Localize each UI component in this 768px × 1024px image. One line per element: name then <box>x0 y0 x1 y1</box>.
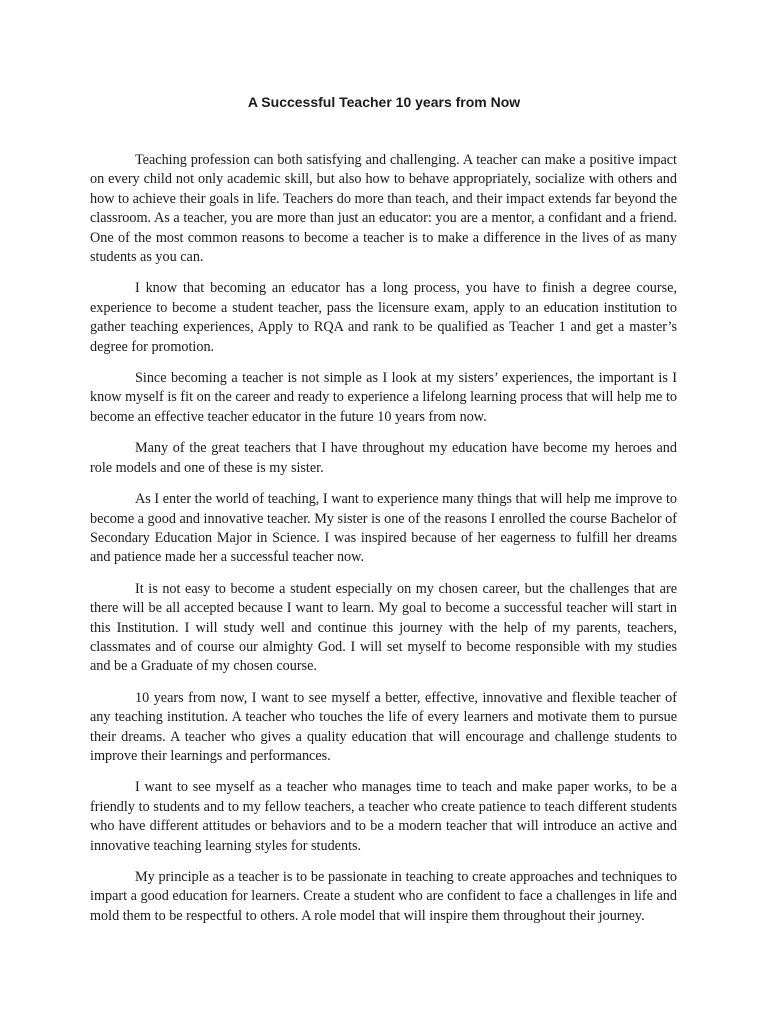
paragraph-9: My principle as a teacher is to be passionate in teaching to create approaches and techniques to impart a good education for learners. Create a student who are confident to face a challenges in life and mold them to be respectful to others. A role model that will inspire them throughout their journey. <box>90 869 677 924</box>
paragraph-1: Teaching profession can both satisfying and challenging. A teacher can make a positive impact on every child not only academic skill, but also how to behave appropriately, socialize with others and how to achieve their goals in life. Teachers do more than teach, and their impact extends far beyond the classroom. As a teacher, you are more than just an educator: you are a mentor, a confidant and a friend. One of the most common reasons to become a teacher is to make a difference in the lives of as many students as you can. <box>90 152 677 266</box>
document-title: A Successful Teacher 10 years from Now <box>247 94 521 110</box>
paragraph-4: Many of the great teachers that I have throughout my education have become my heroes and role models and one of these is my sister. <box>90 440 677 476</box>
paragraph-8: I want to see myself as a teacher who manages time to teach and make paper works, to be a friendly to students and to my fellow teachers, a teacher who create patience to teach different students who have different attitudes or behaviors and to be a modern teacher that will introduce an active and innovative teaching learning styles for students. <box>90 779 677 854</box>
document-body <box>90 151 677 938</box>
paragraph-6: It is not easy to become a student especially on my chosen career, but the challenges that are there will be all accepted because I want to learn. My goal to become a successful teacher will start in this Institution. I will study well and continue this journey with the help of my parents, teachers, classmates and of course our almighty God. I will set myself to become responsible with my studies and be a Graduate of my chosen course. <box>90 580 677 675</box>
paragraph-3: Since becoming a teacher is not simple as I look at my sisters’ experiences, the important is I know myself is fit on the career and ready to experience a lifelong learning process that will help me to become an effective teacher educator in the future 10 years from now. <box>90 370 677 425</box>
paragraph-2: I know that becoming an educator has a long process, you have to finish a degree course, experience to become a student teacher, pass the licensure exam, apply to an education institution to gather teaching experiences, Apply to RQA and rank to be qualified as Teacher 1 and get a master’s degree for promotion. <box>90 280 677 355</box>
paragraph-7: 10 years from now, I want to see myself a better, effective, innovative and flexible teacher of any teaching institution. A teacher who touches the life of every learners and motivate them to pursue their dreams. A teacher who gives a quality education that will encourage and challenge students to improve their learnings and performances. <box>90 689 677 764</box>
paragraph-5: As I enter the world of teaching, I want to experience many things that will help me improve to become a good and innovative teacher. My sister is one of the reasons I enrolled the course Bachelor of Secondary Education Major in Science. I was inspired because of her eagerness to fulfill her dreams and patience made her a successful teacher now. <box>90 491 677 566</box>
